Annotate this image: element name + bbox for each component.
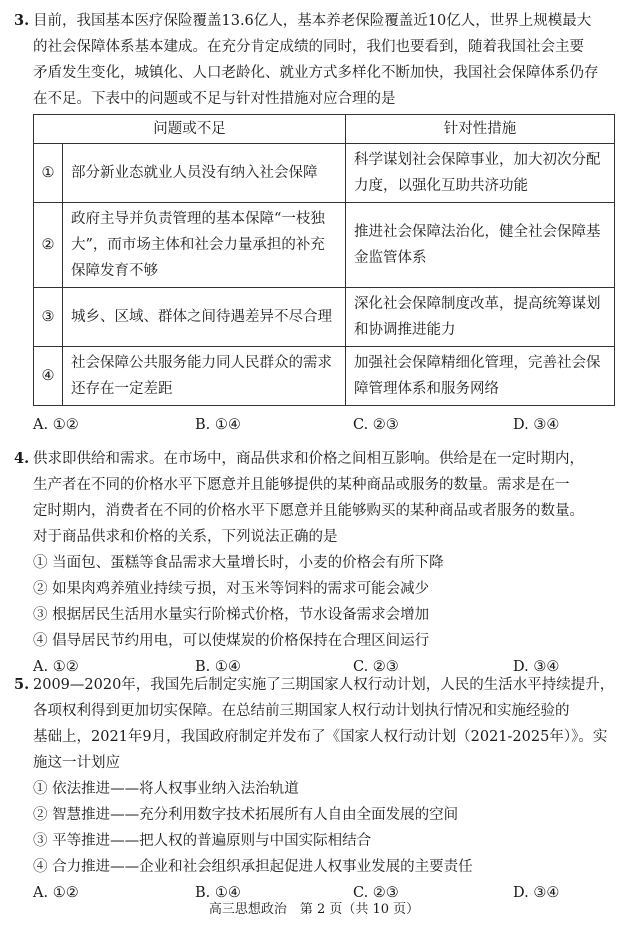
stem-line: 各项权利得到更加切实保障。在总结前三期国家人权行动计划执行情况和实施经验的 bbox=[33, 703, 570, 719]
statement-3: ③ 根据居民生活用水量实行阶梯式价格，节水设备需求会增加 bbox=[33, 607, 430, 623]
question-number: 3. bbox=[14, 12, 30, 29]
answer-options bbox=[33, 412, 616, 438]
problem-cell: 政府主导并负责管理的基本保障“一枝独大”，而市场主体和社会力量承担的补充保障发育不够 bbox=[63, 203, 346, 288]
problem-cell: 部分新业态就业人员没有纳入社会保障 bbox=[63, 144, 346, 203]
table-row bbox=[34, 347, 615, 406]
row-number: ② bbox=[34, 203, 63, 288]
option-b[interactable]: B. ①④ bbox=[195, 885, 241, 901]
measure-cell: 深化社会保障制度改革，提高统筹谋划和协调推进能力 bbox=[346, 288, 615, 347]
option-a[interactable]: A. ①② bbox=[33, 659, 79, 675]
option-c[interactable]: C. ②③ bbox=[353, 885, 399, 901]
statement-3: ③ 平等推进——把人权的普遍原则与中国实际相结合 bbox=[33, 833, 372, 849]
question-stem bbox=[33, 672, 616, 776]
option-b[interactable]: B. ①④ bbox=[195, 659, 241, 675]
option-d[interactable]: D. ③④ bbox=[513, 417, 560, 433]
stem-line: 基础上，2021年9月，我国政府制定并发布了《国家人权行动计划（2021-2025年）》。实 bbox=[33, 729, 608, 745]
stem-line: 在不足。下表中的问题或不足与针对性措施对应合理的是 bbox=[33, 91, 396, 107]
option-d[interactable]: D. ③④ bbox=[513, 885, 560, 901]
stem-line: 定时期内，消费者在不同的价格水平下愿意并且能够购买的某种商品或者服务的数量。 bbox=[33, 503, 584, 519]
table-header-problem: 问题或不足 bbox=[34, 115, 346, 144]
stem-line: 的社会保障体系基本建成。在充分肯定成绩的同时，我们也要看到，随着我国社会主要 bbox=[33, 39, 584, 55]
table-row bbox=[34, 144, 615, 203]
statement-2: ② 如果肉鸡养殖业持续亏损，对玉米等饲料的需求可能会减少 bbox=[33, 581, 430, 597]
page-footer: 高三思想政治 第 2 页（共 10 页） bbox=[208, 902, 420, 917]
option-a[interactable]: A. ①② bbox=[33, 417, 79, 433]
measure-cell: 加强社会保障精细化管理，完善社会保障管理体系和服务网络 bbox=[346, 347, 615, 406]
stem-line: 对于商品供求和价格的关系，下列说法正确的是 bbox=[33, 529, 338, 545]
question-5 bbox=[14, 672, 616, 906]
table-header-row bbox=[34, 115, 615, 144]
row-number: ④ bbox=[34, 347, 63, 406]
option-a[interactable]: A. ①② bbox=[33, 885, 79, 901]
table-row bbox=[34, 288, 615, 347]
option-d[interactable]: D. ③④ bbox=[513, 659, 560, 675]
statement-4: ④ 合力推进——企业和社会组织承担起促进人权事业发展的主要责任 bbox=[33, 859, 473, 875]
statement-2: ② 智慧推进——充分利用数字技术拓展所有人自由全面发展的空间 bbox=[33, 807, 459, 823]
row-number: ① bbox=[34, 144, 63, 203]
question-stem bbox=[33, 8, 616, 112]
measure-cell: 科学谋划社会保障事业，加大初次分配力度，以强化互助共济功能 bbox=[346, 144, 615, 203]
statement-1: ① 当面包、蛋糕等食品需求大量增长时，小麦的价格会有所下降 bbox=[33, 555, 444, 571]
stem-line: 2009—2020年，我国先后制定实施了三期国家人权行动计划，人民的生活水平持续提升， bbox=[33, 677, 615, 693]
question-4 bbox=[14, 446, 616, 680]
stem-line: 供求即供给和需求。在市场中，商品供求和价格之间相互影响。供给是在一定时期内， bbox=[33, 451, 584, 467]
option-c[interactable]: C. ②③ bbox=[353, 659, 399, 675]
option-c[interactable]: C. ②③ bbox=[353, 417, 399, 433]
problem-cell: 社会保障公共服务能力同人民群众的需求还存在一定差距 bbox=[63, 347, 346, 406]
stem-line: 生产者在不同的价格水平下愿意并且能够提供的某种商品或服务的数量。需求是在一 bbox=[33, 477, 570, 493]
statement-4: ④ 倡导居民节约用电，可以使煤炭的价格保持在合理区间运行 bbox=[33, 633, 430, 649]
table-row bbox=[34, 203, 615, 288]
row-number: ③ bbox=[34, 288, 63, 347]
problem-measure-table bbox=[33, 114, 615, 406]
stem-line: 矛盾发生变化，城镇化、人口老龄化、就业方式多样化不断加快，我国社会保障体系仍存 bbox=[33, 65, 599, 81]
measure-cell: 推进社会保障法治化，健全社会保障基金监管体系 bbox=[346, 203, 615, 288]
option-b[interactable]: B. ①④ bbox=[195, 417, 241, 433]
stem-line: 施这一计划应 bbox=[33, 755, 120, 771]
question-number: 5. bbox=[14, 676, 30, 693]
statement-1: ① 依法推进——将人权事业纳入法治轨道 bbox=[33, 781, 299, 797]
stem-line: 目前，我国基本医疗保险覆盖13.6亿人，基本养老保险覆盖近10亿人，世界上规模最大 bbox=[33, 13, 592, 29]
question-number: 4. bbox=[14, 450, 30, 467]
table-header-measure: 针对性措施 bbox=[346, 115, 615, 144]
problem-cell: 城乡、区域、群体之间待遇差异不尽合理 bbox=[63, 288, 346, 347]
question-3 bbox=[14, 8, 616, 438]
question-stem bbox=[33, 446, 616, 550]
